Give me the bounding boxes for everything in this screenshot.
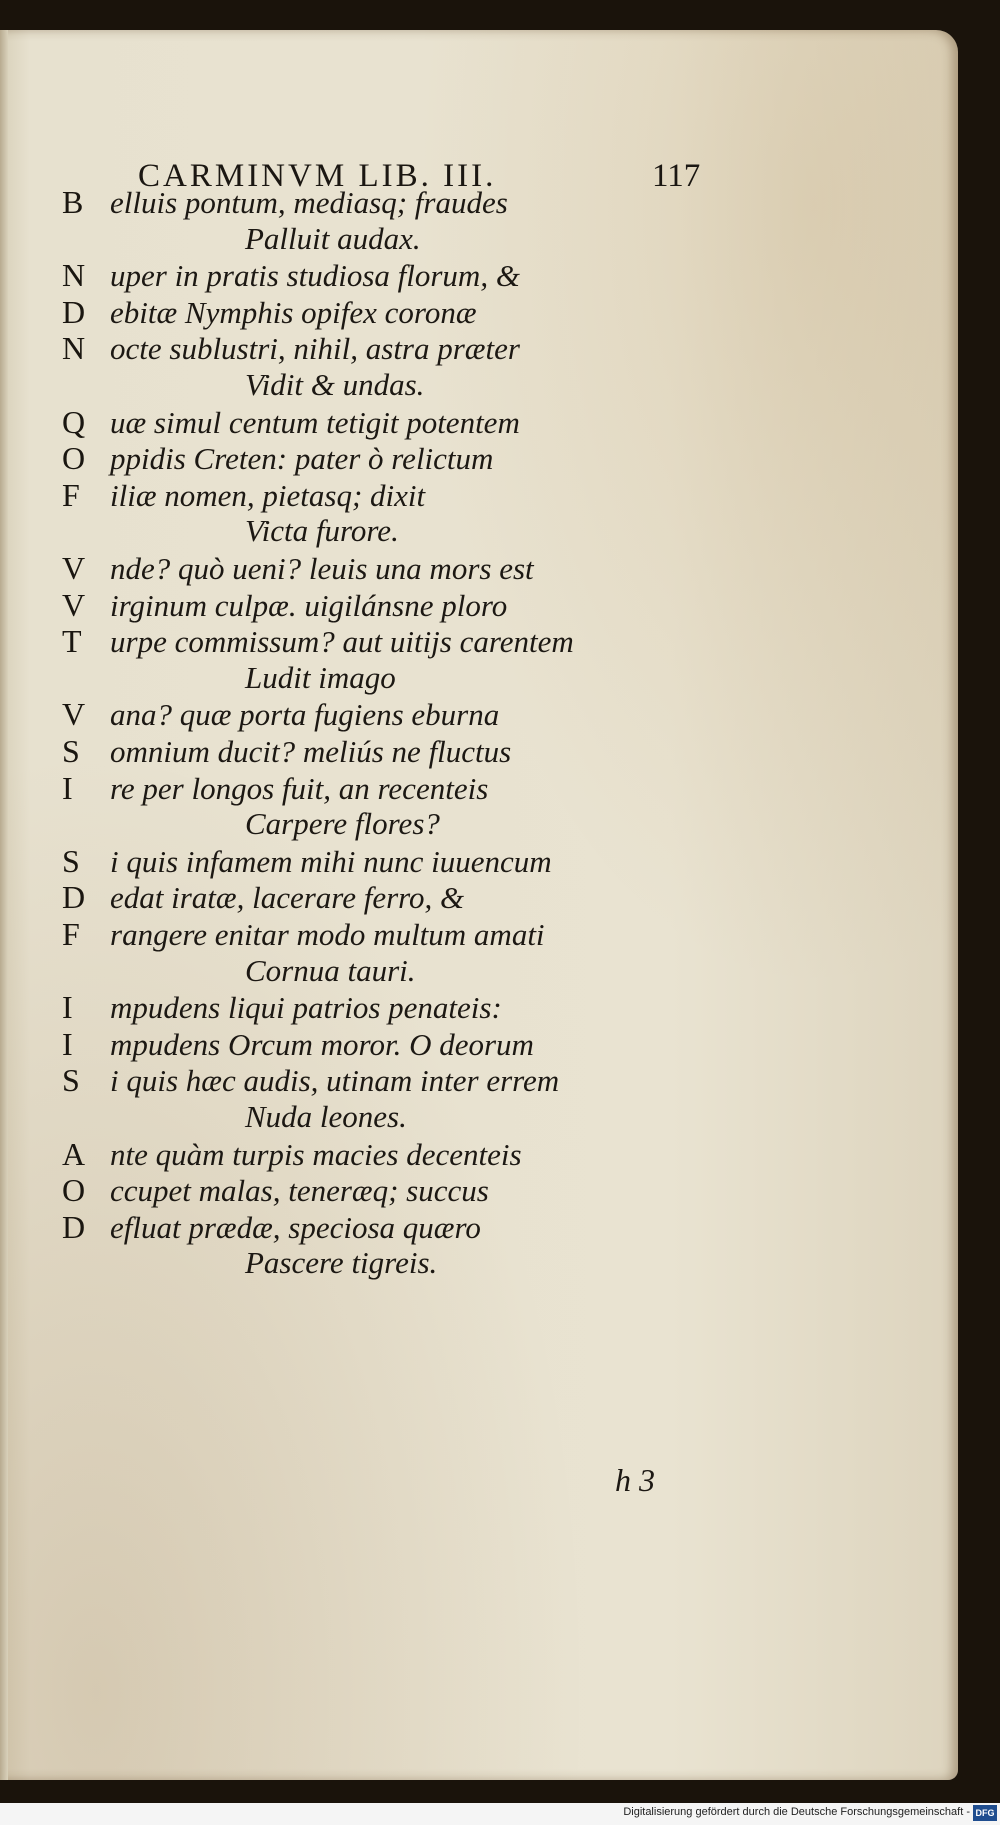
verse-line (62, 1172, 489, 1212)
verse-text: Cornua tauri. (245, 952, 416, 988)
dfg-logo: DFG (973, 1805, 997, 1821)
verse-line (62, 330, 520, 370)
verse-line (62, 989, 502, 1029)
verse-line (62, 916, 545, 956)
verse-line (62, 477, 425, 517)
verse-text: uper in pratis studiosa florum, & (110, 258, 520, 294)
verse-text: efluat prædæ, speciosa quæro (110, 1209, 481, 1245)
verse-text: irginum culpæ. uigilánsne ploro (110, 587, 508, 623)
initial-capital: V (62, 586, 86, 623)
folio-number: 117 (652, 158, 701, 194)
initial-capital: D (62, 1208, 86, 1245)
adonic-line (245, 367, 424, 407)
verse-line (62, 184, 508, 224)
verse-line (62, 1062, 559, 1102)
page-edge (0, 30, 8, 1780)
verse-text: Nuda leones. (245, 1099, 407, 1134)
verse-text: iliæ nomen, pietasq; dixit (110, 477, 426, 513)
initial-capital: Q (62, 403, 86, 440)
verse-line (62, 1026, 534, 1066)
verse-text: rangere enitar modo multum amati (110, 917, 545, 952)
signature-mark: h 3 (615, 1462, 655, 1498)
verse-text: nte quàm turpis macies decenteis (110, 1136, 522, 1172)
verse-line (62, 587, 507, 627)
verse-text: re per longos fuit, an recenteis (110, 770, 489, 806)
verse-text: Palluit audax. (245, 220, 421, 256)
adonic-line (245, 513, 399, 553)
book-page (0, 30, 958, 1780)
adonic-line (245, 1099, 407, 1139)
initial-capital: D (62, 879, 86, 916)
verse-text: octe sublustri, nihil, astra præter (110, 331, 520, 367)
verse-text: uæ simul centum tetigit potentem (110, 404, 520, 440)
verse-text: i quis hæc audis, utinam inter errem (110, 1063, 560, 1099)
verse-text: ana? quæ porta fugiens eburna (110, 697, 500, 733)
initial-capital: F (62, 476, 80, 513)
verse-text: Victa furore. (245, 513, 399, 549)
initial-capital: F (62, 916, 80, 952)
initial-capital: S (62, 733, 80, 769)
verse-line (62, 696, 499, 736)
adonic-line (245, 660, 396, 700)
initial-capital: I (62, 769, 73, 806)
verse-line (62, 440, 493, 480)
verse-text: mpudens Orcum moror. O deorum (110, 1026, 534, 1062)
verse-line (62, 1136, 522, 1176)
verse-text: Carpere flores? (245, 806, 440, 842)
initial-capital: N (62, 257, 86, 294)
initial-capital: D (62, 293, 86, 330)
verse-line (62, 550, 534, 590)
verse-text: elluis pontum, mediasq; fraudes (110, 185, 508, 220)
verse-text: omnium ducit? meliús ne fluctus (110, 734, 512, 769)
digitization-footer (0, 1803, 1000, 1825)
adonic-line (245, 1245, 437, 1285)
verse-text: Pascere tigreis. (245, 1245, 438, 1281)
initial-capital: I (62, 1025, 73, 1062)
initial-capital: V (62, 550, 86, 586)
footer-credit: Digitalisierung gefördert durch die Deutsche Forschungsgemeinschaft - (623, 1806, 970, 1818)
verse-text: ebitæ Nymphis opifex coronæ (110, 294, 477, 330)
initial-capital: O (62, 440, 86, 477)
initial-capital: I (62, 989, 73, 1026)
adonic-line (245, 953, 416, 993)
verse-line (62, 294, 477, 334)
verse-text: urpe commissum? aut uitijs carentem (110, 624, 574, 660)
adonic-line (245, 221, 421, 261)
initial-capital: N (62, 330, 86, 367)
running-title: CARMINVM LIB. III. (138, 158, 497, 194)
verse-line (62, 1209, 481, 1249)
verse-text: mpudens liqui patrios penateis: (110, 990, 502, 1026)
verse-text: i quis infamem mihi nunc iuuencum (110, 843, 552, 879)
verse-text: ccupet malas, teneræq; succus (110, 1173, 489, 1209)
adonic-line (245, 806, 440, 846)
initial-capital: V (62, 696, 86, 733)
initial-capital: B (62, 184, 84, 220)
verse-line (62, 770, 488, 810)
verse-text: nde? quò ueni? leuis una mors est (110, 551, 534, 586)
verse-text: Vidit & undas. (245, 367, 425, 402)
initial-capital: A (62, 1135, 86, 1172)
initial-capital: S (62, 842, 80, 879)
verse-line (62, 879, 464, 919)
verse-line (62, 733, 511, 773)
initial-capital: S (62, 1062, 80, 1099)
verse-line (62, 257, 520, 297)
verse-line (62, 404, 520, 444)
initial-capital: O (62, 1172, 86, 1209)
verse-text: edat iratæ, lacerare ferro, & (110, 880, 465, 916)
verse-line (62, 623, 574, 663)
verse-text: Ludit imago (245, 659, 396, 695)
initial-capital: T (62, 623, 82, 660)
verse-text: ppidis Creten: pater ò relictum (110, 441, 494, 477)
verse-line (62, 843, 552, 883)
